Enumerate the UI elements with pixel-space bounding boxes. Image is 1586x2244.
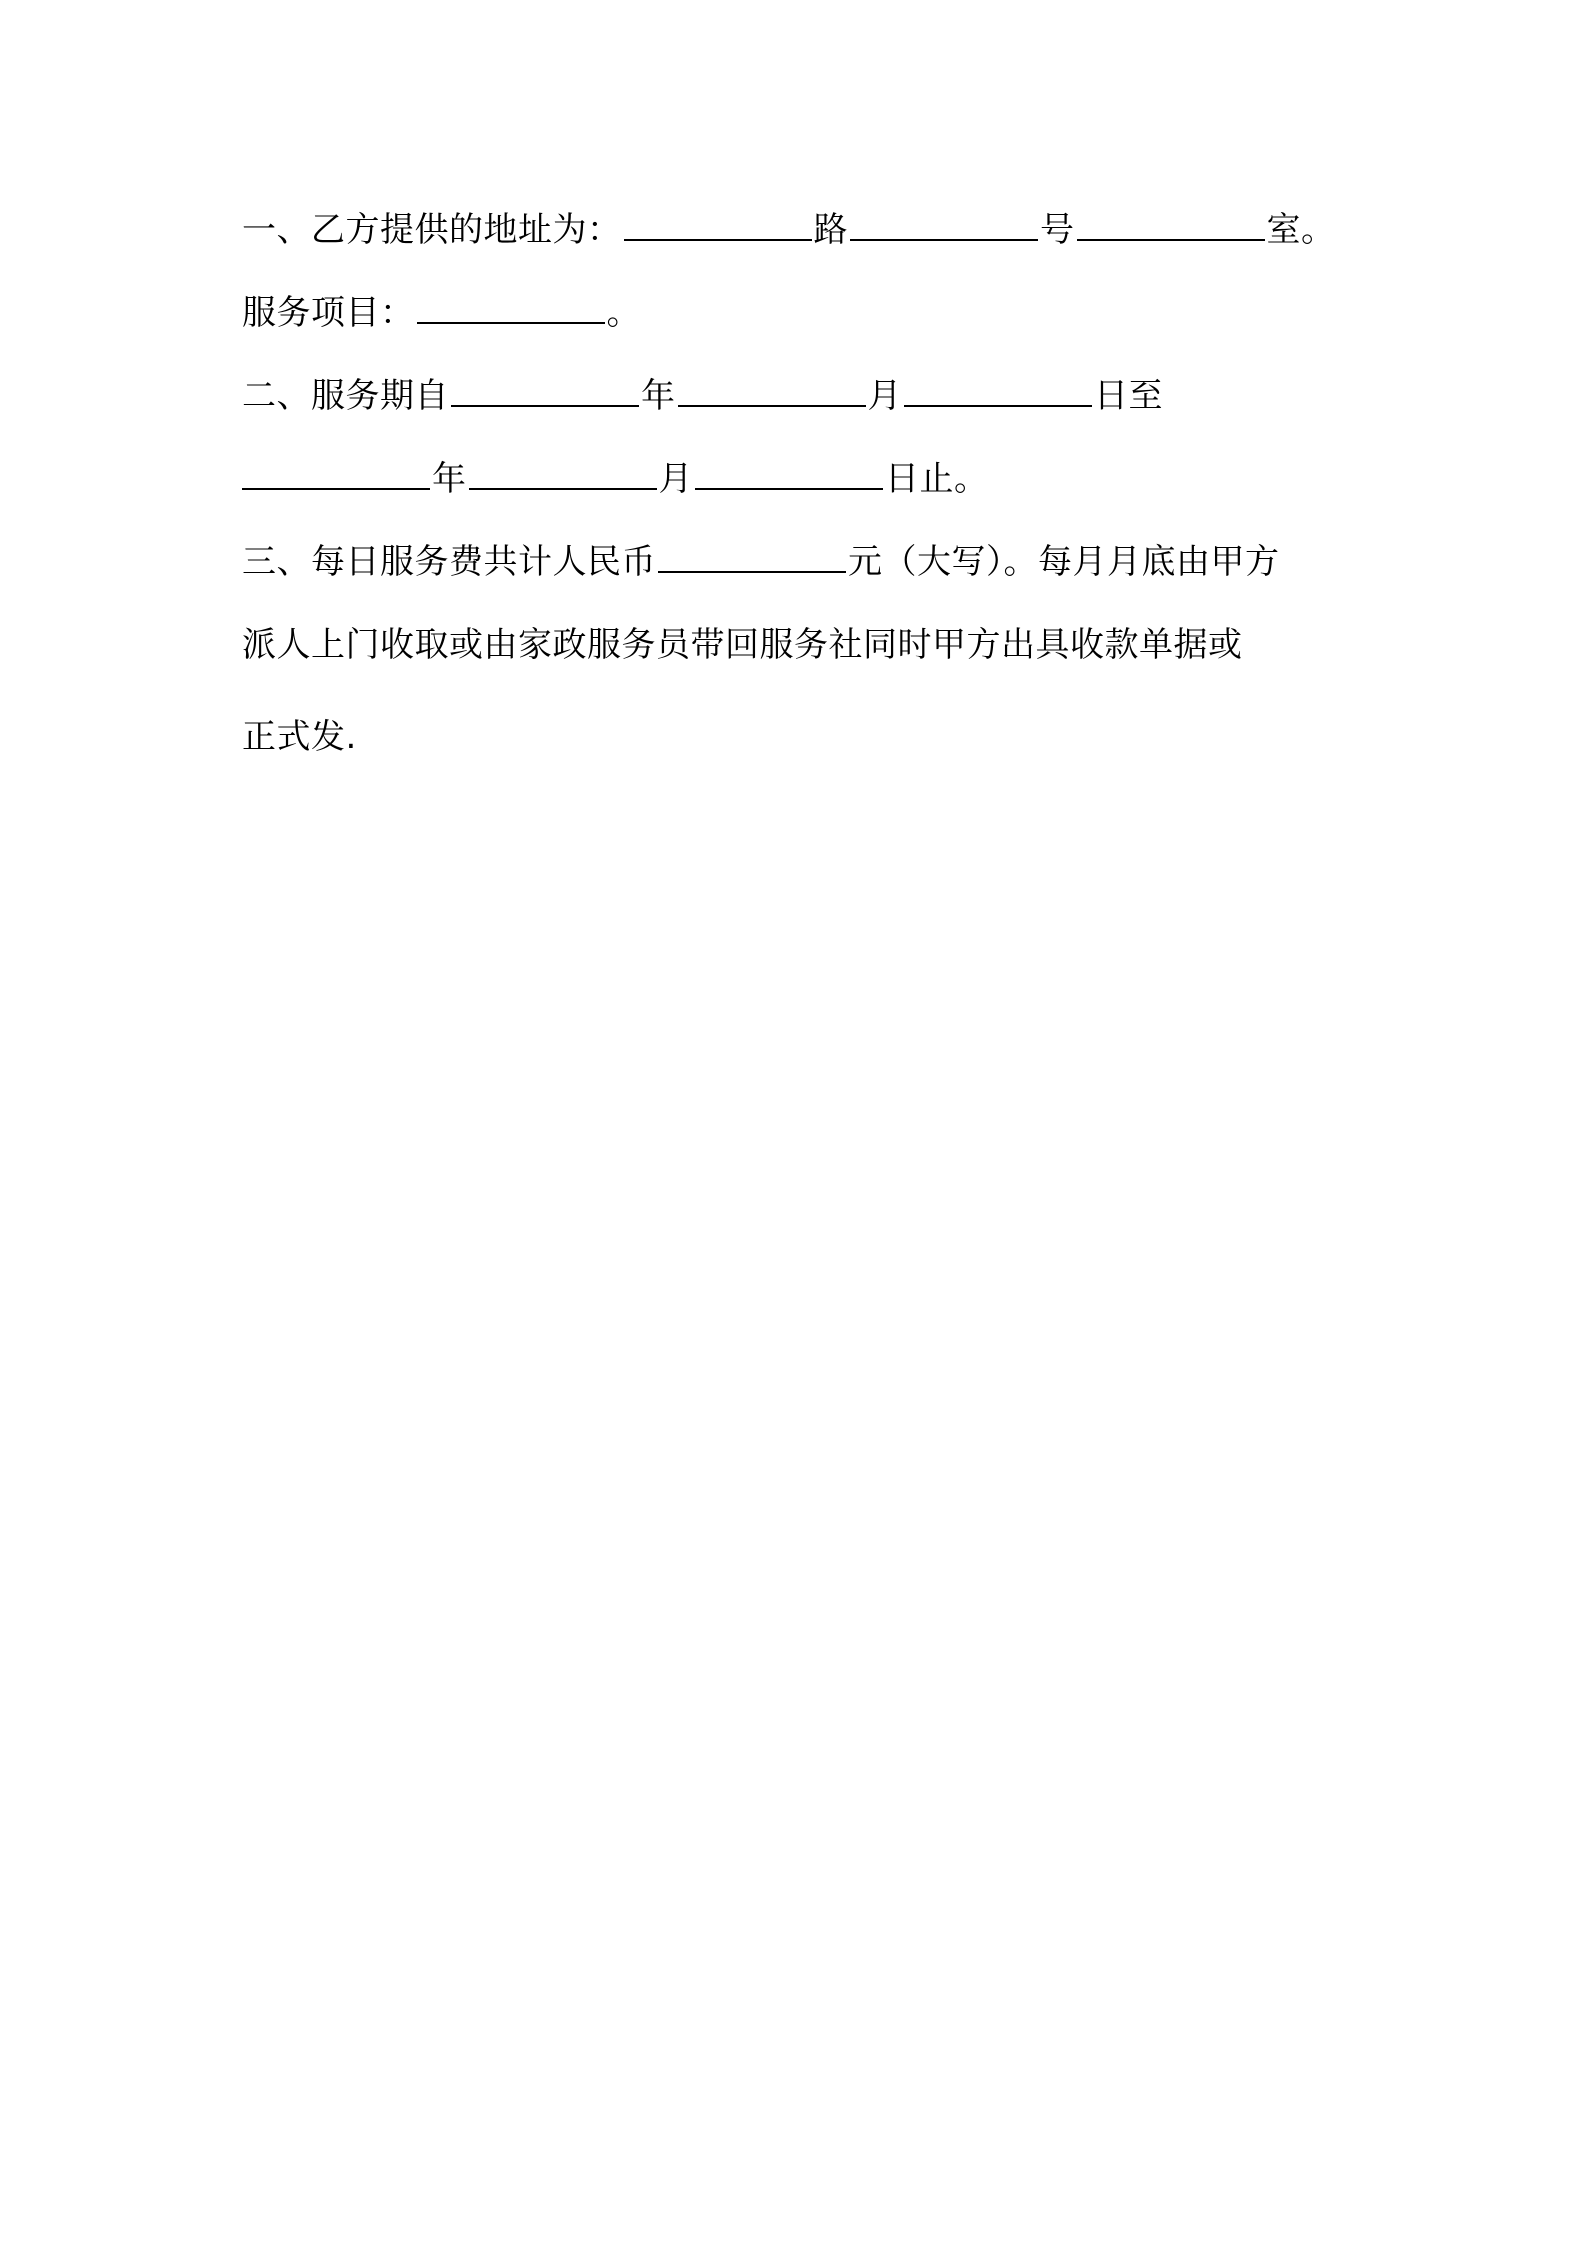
address-blank-field[interactable] <box>624 209 812 241</box>
service-item-label: 服务项目： <box>242 293 415 333</box>
start-day-label: 日至 <box>1094 376 1163 416</box>
address-line <box>242 206 1336 254</box>
start-day-blank-field[interactable] <box>904 375 1092 407</box>
fee-line <box>242 538 1280 586</box>
service-item-blank-field[interactable] <box>417 292 605 324</box>
end-month-blank-field[interactable] <box>469 458 657 490</box>
fee-amount-blank-field[interactable] <box>658 541 846 573</box>
address-prefix: 一、乙方提供的地址为： <box>242 210 622 250</box>
fee-prefix: 三、每日服务费共计人民币 <box>242 542 656 582</box>
service-item-line <box>242 289 641 337</box>
fee-text-line-3: 正式发. <box>242 717 357 757</box>
road-number-blank-field[interactable] <box>850 209 1038 241</box>
period-prefix: 二、服务期自 <box>242 376 449 416</box>
start-year-label: 年 <box>641 376 676 416</box>
start-month-label: 月 <box>867 376 902 416</box>
period-end-line <box>242 455 989 503</box>
period-start-line <box>242 372 1163 420</box>
number-label: 号 <box>1040 210 1075 250</box>
fee-text-line-2: 派人上门收取或由家政服务员带回服务社同时甲方出具收款单据或 <box>242 625 1243 665</box>
fee-line-3 <box>242 713 357 761</box>
end-day-blank-field[interactable] <box>695 458 883 490</box>
start-month-blank-field[interactable] <box>678 375 866 407</box>
fee-line-2 <box>242 621 1243 669</box>
fee-suffix: 元（大写）。每月月底由甲方 <box>848 542 1280 582</box>
service-item-end: 。 <box>606 293 641 333</box>
room-blank-field[interactable] <box>1077 209 1265 241</box>
end-month-label: 月 <box>658 459 693 499</box>
end-year-label: 年 <box>432 459 467 499</box>
road-label: 路 <box>813 210 848 250</box>
end-day-label: 日止。 <box>885 459 989 499</box>
start-year-blank-field[interactable] <box>451 375 639 407</box>
room-label: 室。 <box>1266 210 1336 250</box>
end-year-blank-field[interactable] <box>242 458 430 490</box>
